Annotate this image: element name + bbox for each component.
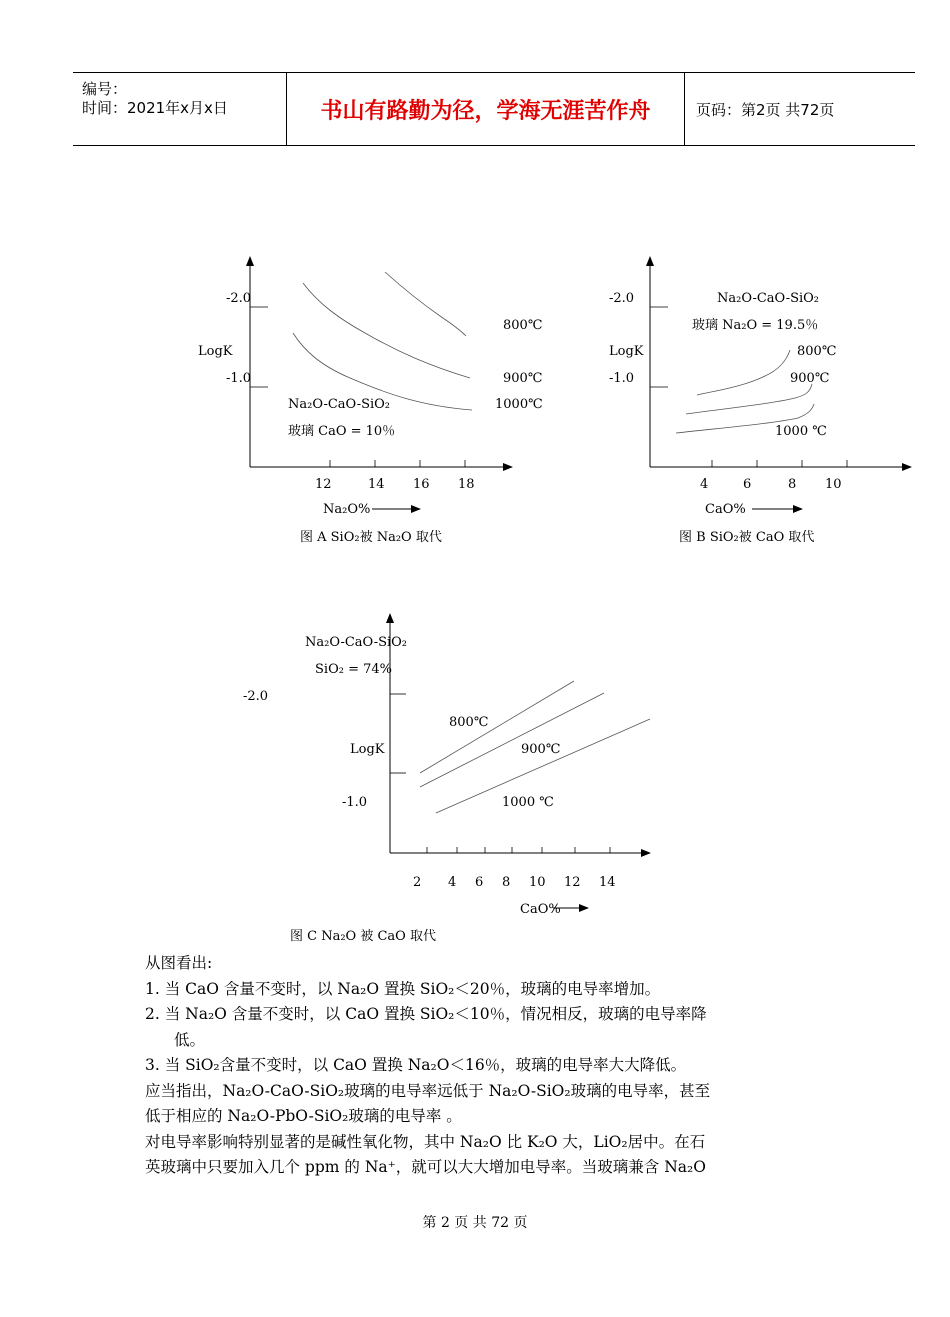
- figa-system: Na₂O-CaO-SiO₂: [288, 397, 391, 412]
- figc-label-800: 800℃: [449, 715, 489, 730]
- page-footer: 第 2 页 共 72 页: [422, 1215, 528, 1231]
- figc-condition: SiO₂ = 74%: [315, 662, 392, 677]
- figc-label-1000: 1000 ℃: [502, 795, 554, 810]
- figc-caption: 图 C Na₂O 被 CaO 取代: [290, 929, 436, 944]
- paragraph: 2. 当 Na₂O 含量不变时，以 CaO 置换 SiO₂＜10％，情况相反，玻璃的电导率降: [145, 1005, 707, 1023]
- figa-label-1000: 1000℃: [495, 397, 543, 412]
- figa-ylabel: LogK: [198, 344, 233, 359]
- figb-condition: 玻璃 Na₂O = 19.5％: [692, 318, 819, 333]
- figa-caption: 图 A SiO₂被 Na₂O 取代: [300, 530, 442, 545]
- figc-xtick: 4: [448, 875, 457, 890]
- figure-a: [198, 257, 543, 545]
- figc-xtick: 10: [529, 875, 546, 890]
- figc-line-900: [420, 693, 604, 787]
- figc-label-900: 900℃: [521, 742, 561, 757]
- figb-caption: 图 B SiO₂被 CaO 取代: [679, 530, 815, 545]
- figb-label-800: 800℃: [797, 344, 837, 359]
- figc-xtick: 8: [502, 875, 511, 890]
- paragraph: 低。: [174, 1030, 206, 1049]
- header-page-info: 页码：第2页 共72页: [696, 100, 835, 119]
- number-label: 编号：: [82, 80, 128, 98]
- paragraph: 从图看出:: [145, 954, 213, 972]
- body-text: [145, 951, 855, 1181]
- figc-xtick: 6: [475, 875, 484, 890]
- figb-xtick: 10: [825, 477, 842, 492]
- figa-ytick-bottom: -1.0: [226, 371, 252, 386]
- figa-condition: 玻璃 CaO = 10％: [288, 424, 396, 439]
- figa-label-900: 900℃: [503, 371, 543, 386]
- figb-curve-900: [686, 384, 812, 414]
- paragraph: 1. 当 CaO 含量不变时，以 Na₂O 置换 SiO₂＜20％，玻璃的电导率增加。: [145, 979, 661, 998]
- figa-xlabel: Na₂O%: [323, 502, 371, 517]
- figb-xtick: 6: [743, 477, 752, 492]
- figa-xtick: 14: [368, 477, 385, 492]
- figc-xlabel: CaO%: [520, 902, 561, 917]
- figc-xtick: 12: [564, 875, 581, 890]
- figc-ylabel: LogK: [350, 742, 385, 757]
- figb-system: Na₂O-CaO-SiO₂: [717, 291, 820, 306]
- figa-xtick: 18: [458, 477, 475, 492]
- figa-label-800: 800℃: [503, 318, 543, 333]
- figb-label-1000: 1000 ℃: [775, 424, 827, 439]
- figb-ylabel: LogK: [609, 344, 644, 359]
- figa-curve-800: [385, 272, 466, 336]
- figa-xtick: 12: [315, 477, 332, 492]
- header-motto: 书山有路勤为径，学海无涯苦作舟: [287, 73, 685, 145]
- figc-line-800: [420, 681, 574, 773]
- figc-xtick: 2: [413, 875, 422, 890]
- figa-curve-900: [303, 283, 470, 378]
- paragraph: 对电导率影响特别显著的是碱性氧化物，其中 Na₂O 比 K₂O 大，LiO₂居中。在石: [145, 1132, 706, 1151]
- figure-c: [243, 614, 650, 944]
- paragraph: 3. 当 SiO₂含量不变时，以 CaO 置换 Na₂O＜16％，玻璃的电导率大大降低。: [145, 1056, 687, 1074]
- paragraph: 低于相应的 Na₂O-PbO-SiO₂玻璃的电导率 。: [145, 1107, 462, 1125]
- figb-label-900: 900℃: [790, 371, 830, 386]
- time-label: 时间：2021年x月x日: [82, 99, 228, 117]
- figb-ytick-top: -2.0: [609, 291, 635, 306]
- paragraph: 英玻璃中只要加入几个 ppm 的 Na⁺，就可以大大增加电导率。当玻璃兼含 Na₂O: [145, 1158, 706, 1176]
- figc-xtick: 14: [599, 875, 616, 890]
- figc-ytick-bottom: -1.0: [342, 795, 368, 810]
- paragraph: 应当指出，Na₂O-CaO-SiO₂玻璃的电导率远低于 Na₂O-SiO₂玻璃的电导率，甚至: [145, 1081, 711, 1100]
- figure-b: [609, 257, 911, 545]
- figc-system: Na₂O-CaO-SiO₂: [305, 635, 408, 650]
- figc-ytick-top: -2.0: [243, 689, 269, 704]
- figb-xtick: 4: [700, 477, 709, 492]
- figa-ytick-top: -2.0: [226, 291, 252, 306]
- figb-xlabel: CaO%: [705, 502, 746, 517]
- figb-curve-800: [697, 350, 790, 395]
- figb-xtick: 8: [788, 477, 797, 492]
- figb-ytick-bottom: -1.0: [609, 371, 635, 386]
- figa-xtick: 16: [413, 477, 430, 492]
